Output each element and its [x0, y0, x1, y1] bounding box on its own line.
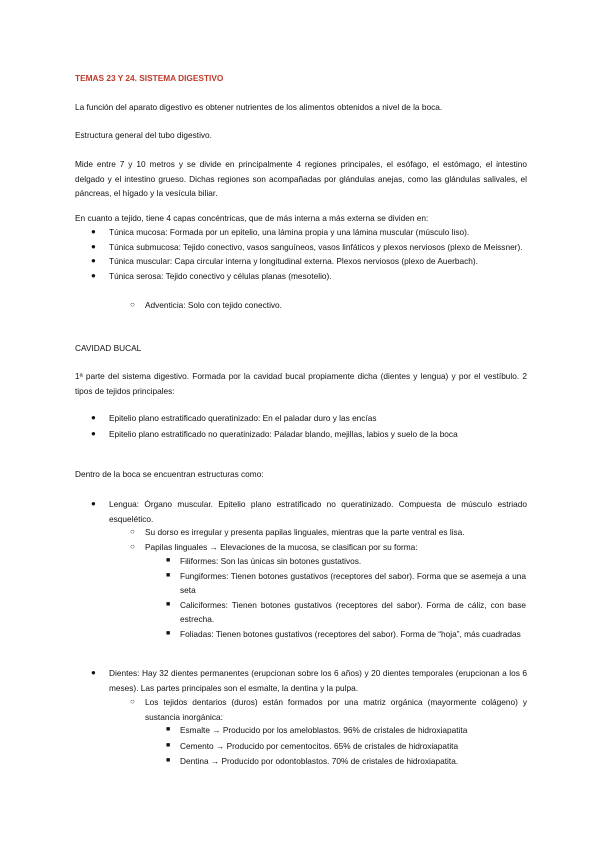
- epitelio-text: Epitelio plano estratificado queratinizado: En el paladar duro y las encías: [109, 413, 377, 423]
- square-marker: ■: [166, 757, 171, 764]
- capas-list: [91, 225, 529, 283]
- list-item: [91, 240, 529, 255]
- bullet-marker: ●: [91, 499, 96, 508]
- cavidad-paragraph: 1ª parte del sistema digestivo. Formada por la cavidad bucal propiamente dicha (dientes y lengua) y por el vestíbulo. 2 tipos de tejidos principales:: [75, 371, 527, 396]
- bullet-marker: ●: [91, 413, 96, 422]
- list-item: [130, 540, 525, 555]
- lengua-sub-text: Su dorso es irregular y presenta papilas linguales, mientras que la parte ventral es lisa.: [145, 527, 465, 537]
- lengua-text: Lengua: Órgano muscular. Epitelio plano estratificado no queratinizado. Compuesta de músculo estriado esquelético.: [109, 499, 527, 524]
- list-item: [91, 497, 527, 526]
- tejidos-list: [166, 723, 526, 769]
- list-item: [166, 739, 526, 754]
- lengua-sub-text: Papilas linguales → Elevaciones de la mucosa, se clasifican por su forma:: [145, 541, 418, 552]
- circle-marker: ○: [130, 527, 135, 536]
- circle-marker: ○: [130, 541, 135, 551]
- capa-text: Túnica mucosa: Formada por un epitelio, una lámina propia y una lámina muscular (músculo liso).: [109, 227, 470, 237]
- bullet-marker: ●: [91, 227, 96, 236]
- lengua-list: [91, 497, 527, 526]
- list-item: [91, 666, 527, 695]
- papila-text: Foliadas: Tienen botones gustativos (receptores del sabor). Forma de “hoja”, más cuadradas: [180, 628, 521, 639]
- square-marker: ■: [166, 629, 171, 637]
- list-item: [166, 754, 526, 769]
- cavidad-heading: CAVIDAD BUCAL: [75, 343, 142, 353]
- list-item: [91, 254, 529, 269]
- capa-text: Túnica serosa: Tejido conectivo y células planas (mesotelio).: [109, 270, 332, 281]
- tejido-text: Dentina → Producido por odontoblastos. 70% de cristales de hidroxiapatita.: [180, 756, 459, 766]
- list-item: [166, 554, 526, 569]
- adventicia-text: Adventicia: Solo con tejido conectivo.: [145, 300, 282, 310]
- bullet-marker: ●: [91, 428, 96, 438]
- square-marker: ■: [166, 726, 171, 733]
- capa-text: Túnica submucosa: Tejido conectivo, vasos sanguíneos, vasos linfáticos y plexos nerviosos (plexo de Meissner).: [109, 241, 523, 252]
- bullet-marker: ●: [91, 256, 96, 265]
- capa-text: Túnica muscular: Capa circular interna y longitudinal externa. Plexos nerviosos (plexo de Auerbach).: [109, 256, 478, 266]
- estructura-heading: Estructura general del tubo digestivo.: [75, 130, 212, 140]
- bullet-marker: ●: [91, 668, 96, 677]
- papila-text: Filiformes: Son las únicas sin botones gustativos.: [180, 556, 362, 566]
- square-marker: ■: [166, 557, 171, 564]
- list-item: [91, 225, 529, 240]
- epitelios-list: [91, 411, 529, 441]
- bullet-marker: ●: [91, 241, 96, 251]
- adventicia-list: [130, 298, 525, 313]
- capas-intro: En cuanto a tejido, tiene 4 capas concéntricas, que de más interna a más externa se dividen en:: [75, 213, 429, 223]
- circle-marker: ○: [130, 697, 135, 706]
- papila-text: Caliciformes: Tienen botones gustativos (receptores del sabor). Forma de cáliz, con base estrecha.: [180, 599, 526, 624]
- papila-text: Fungiformes: Tienen botones gustativos (receptores del sabor). Forma que se asemeja a una seta: [180, 570, 526, 595]
- list-item: [91, 411, 529, 426]
- dientes-sub-list: [130, 695, 527, 724]
- dientes-sub-text: Los tejidos dentarios (duros) están formados por una matriz orgánica (mayormente colágeno) y sustancia inorgánica:: [145, 697, 527, 722]
- dientes-text: Dientes: Hay 32 dientes permanentes (erupcionan sobre los 6 años) y 20 dientes temporales (erupcionan a los 6 meses). Las partes principales son el esmalte, la dentina y la pulpa.: [109, 668, 527, 693]
- estructura-paragraph: Mide entre 7 y 10 metros y se divide en principalmente 4 regiones principales, el esófago, el estómago, el intestino delgado y el intestino grueso. Dichas regiones son acompañadas por glándulas anejas, como las glándulas salivales, el páncreas, el hígado y la vesícula biliar.: [75, 159, 527, 198]
- intro-paragraph: La función del aparato digestivo es obtener nutrientes de los alimentos obtenidos a nivel de la boca.: [75, 102, 443, 112]
- lengua-sub-list: [130, 525, 525, 554]
- square-marker: ■: [166, 741, 171, 749]
- circle-marker: ○: [130, 300, 135, 309]
- tejido-text: Cemento → Producido por cementocitos. 65% de cristales de hidroxiapatita: [180, 740, 459, 751]
- document-title: TEMAS 23 Y 24. SISTEMA DIGESTIVO: [75, 73, 224, 83]
- list-item: [166, 569, 526, 598]
- tejido-text: Esmalte → Producido por los ameloblastos. 96% de cristales de hidroxiapatita: [180, 725, 468, 735]
- estructuras-intro: Dentro de la boca se encuentran estructuras como:: [75, 469, 264, 479]
- list-item: [130, 525, 525, 540]
- list-item: [130, 695, 527, 724]
- list-item: [130, 298, 525, 313]
- square-marker: ■: [166, 600, 171, 608]
- list-item: [91, 427, 529, 442]
- dientes-list: [91, 666, 527, 695]
- list-item: [166, 723, 526, 738]
- list-item: [166, 627, 526, 642]
- list-item: [166, 598, 526, 627]
- papilas-list: [166, 554, 526, 641]
- bullet-marker: ●: [91, 270, 96, 280]
- list-item: [91, 269, 529, 284]
- epitelio-text: Epitelio plano estratificado no queratinizado: Paladar blando, mejillas, labios y suelo de la boca: [109, 428, 458, 439]
- square-marker: ■: [166, 571, 171, 579]
